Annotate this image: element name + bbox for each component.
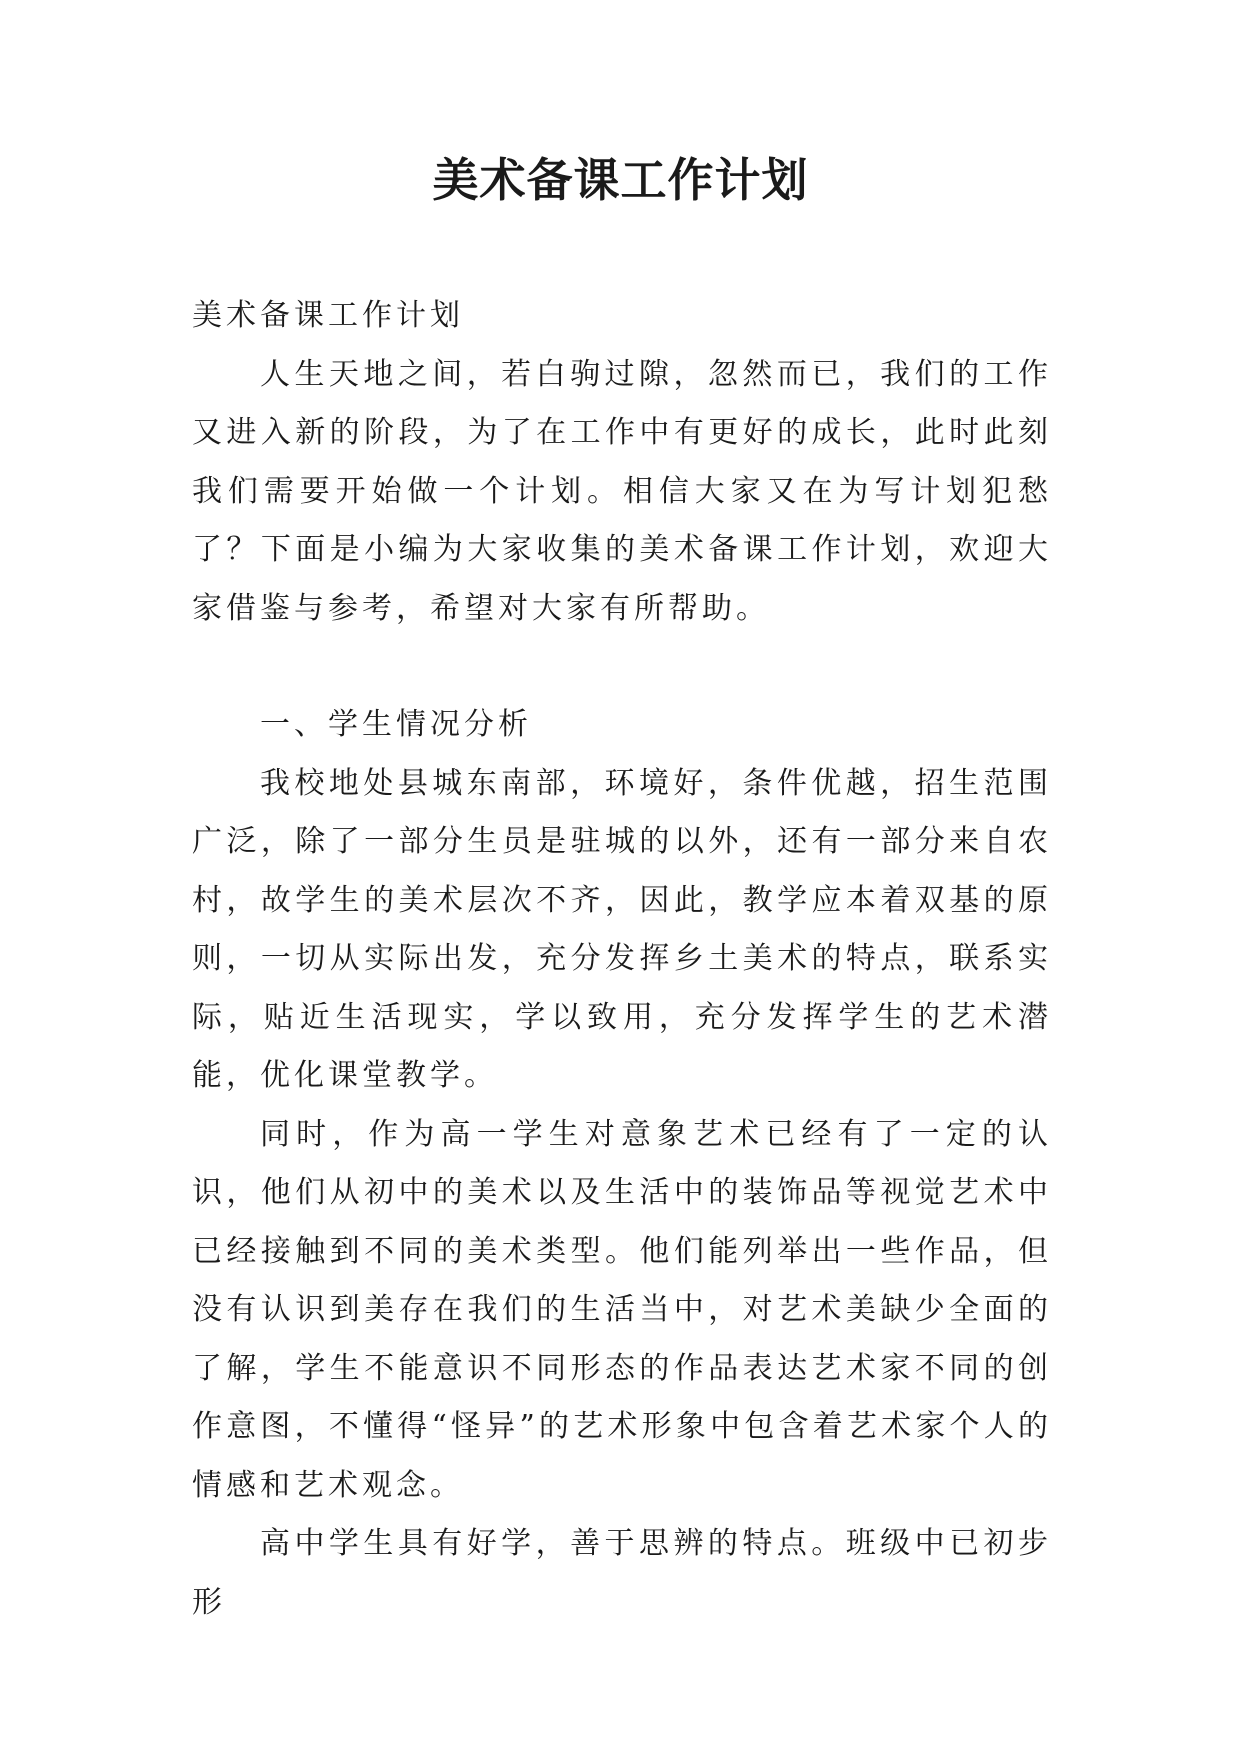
paragraph-gap	[192, 638, 1052, 696]
body-paragraph: 同时，作为高一学生对意象艺术已经有了一定的认识，他们从初中的美术以及生活中的装饰品等视觉艺术中已经接触到不同的美术类型。他们能列举出一些作品，但没有认识到美存在我们的生活当中，对艺术美缺少全面的了解，学生不能意识不同形态的作品表达艺术家不同的创作意图，不懂得“怪异”的艺术形象中包含着艺术家个人的情感和艺术观念。	[192, 1116, 1052, 1503]
document-subtitle: 美术备课工作计划	[192, 298, 464, 333]
body-paragraph: 高中学生具有好学，善于思辨的特点。班级中已初步形	[192, 1526, 1052, 1620]
body-paragraph: 我校地处县城东南部，环境好，条件优越，招生范围广泛，除了一部分生员是驻城的以外，还有一部分来自农村，故学生的美术层次不齐，因此，教学应本着双基的原则，一切从实际出发，充分发挥乡土美术的特点，联系实际，贴近生活现实，学以致用，充分发挥学生的艺术潜能，优化课堂教学。	[192, 765, 1052, 1093]
document-body	[192, 287, 1052, 1632]
intro-paragraph: 人生天地之间，若白驹过隙，忽然而已，我们的工作又进入新的阶段，为了在工作中有更好的成长，此时此刻我们需要开始做一个计划。相信大家又在为写计划犯愁了？下面是小编为大家收集的美术备课工作计划，欢迎大家借鉴与参考，希望对大家有所帮助。	[192, 356, 1052, 626]
document-title: 美术备课工作计划	[432, 153, 809, 207]
section-heading: 一、学生情况分析	[260, 707, 532, 742]
